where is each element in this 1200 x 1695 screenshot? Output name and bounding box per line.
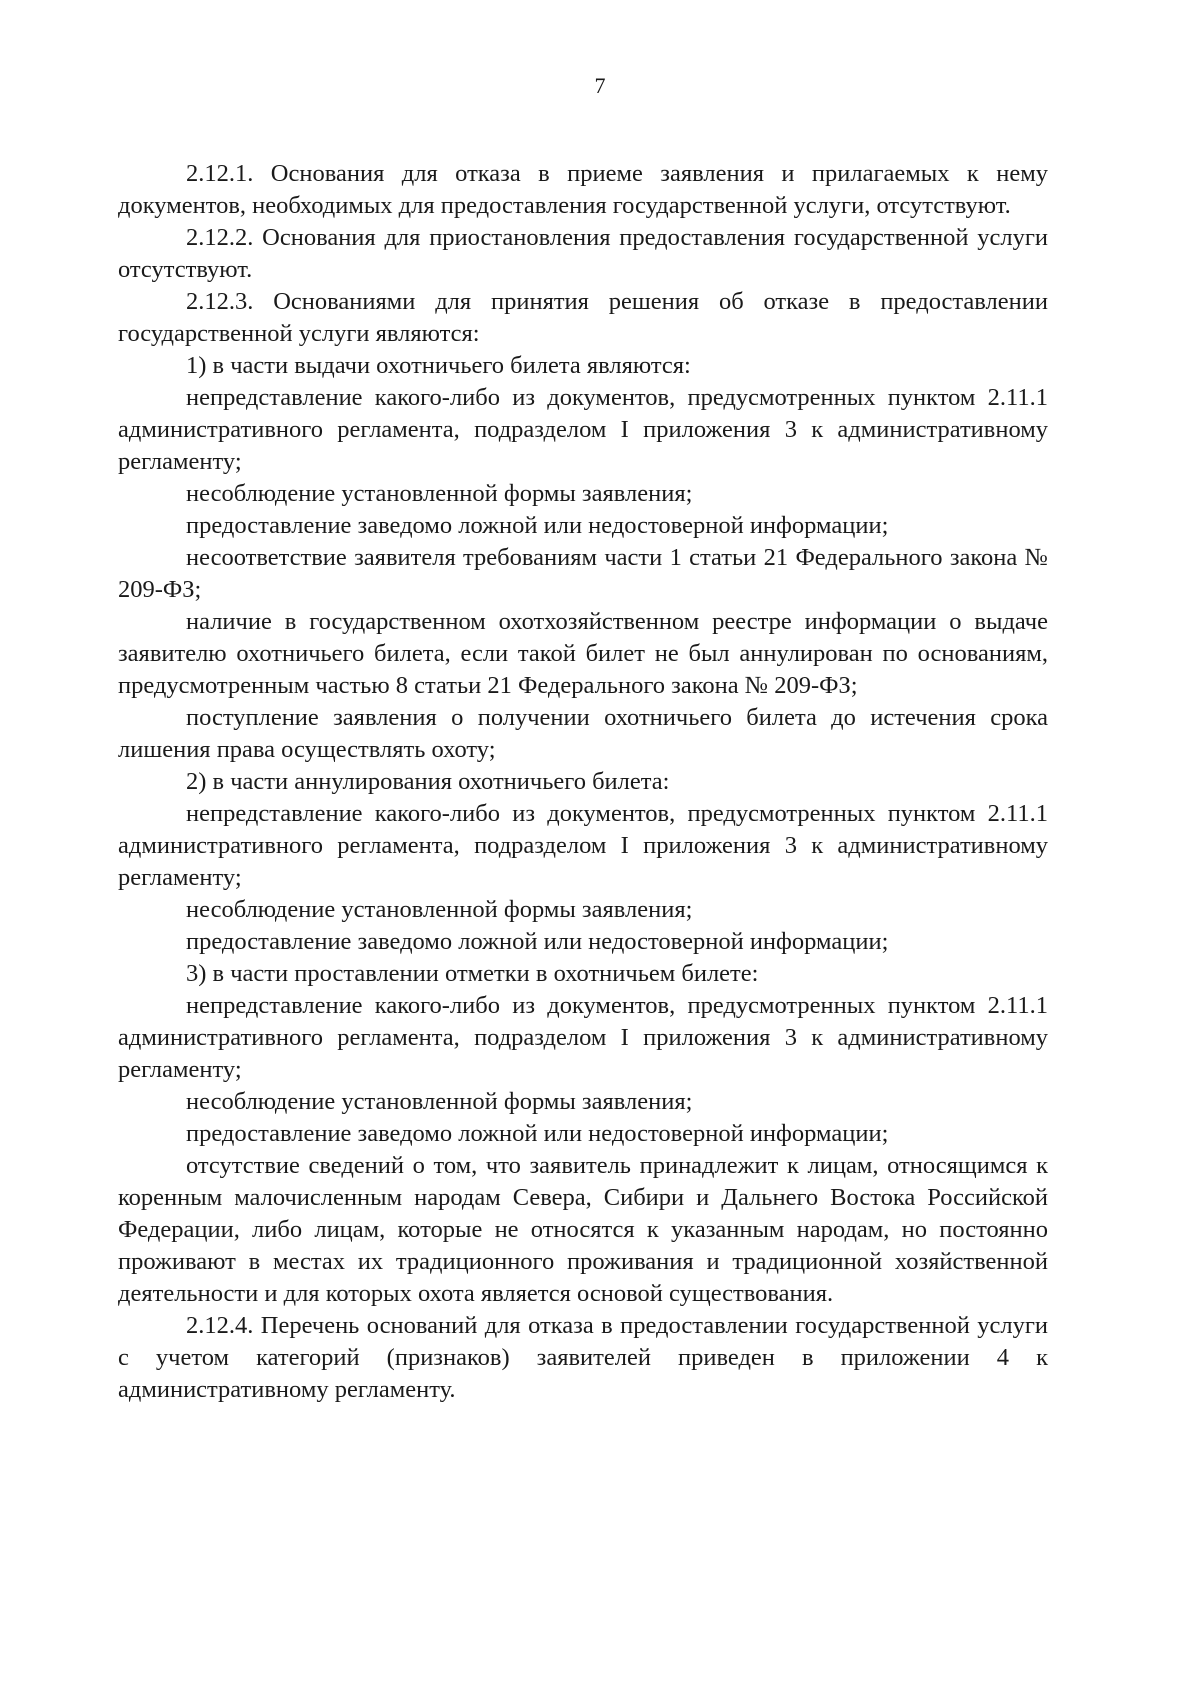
list-item: непредставление какого-либо из документов, предусмотренных пунктом 2.11.1 административного регламента, подразделом I приложения 3 к административному регламенту; bbox=[118, 384, 1048, 475]
list-item: несоблюдение установленной формы заявления; bbox=[186, 896, 693, 923]
list-item: предоставление заведомо ложной или недостоверной информации; bbox=[186, 928, 889, 955]
list-item: несоответствие заявителя требованиям части 1 статьи 21 Федерального закона № 209-ФЗ; bbox=[118, 544, 1048, 603]
paragraph-2-12-1: 2.12.1. Основания для отказа в приеме заявления и прилагаемых к нему документов, необходимых для предоставления государственной услуги, отсутствуют. bbox=[118, 160, 1048, 219]
list-item: непредставление какого-либо из документов, предусмотренных пунктом 2.11.1 административного регламента, подразделом I приложения 3 к административному регламенту; bbox=[118, 800, 1048, 891]
list-item: несоблюдение установленной формы заявления; bbox=[186, 480, 693, 507]
list-item: несоблюдение установленной формы заявления; bbox=[186, 1088, 693, 1115]
paragraph-2-12-2: 2.12.2. Основания для приостановления предоставления государственной услуги отсутствуют. bbox=[118, 224, 1048, 283]
list-item: непредставление какого-либо из документов, предусмотренных пунктом 2.11.1 административного регламента, подразделом I приложения 3 к административному регламенту; bbox=[118, 992, 1048, 1083]
list-item: отсутствие сведений о том, что заявитель принадлежит к лицам, относящимся к коренным малочисленным народам Севера, Сибири и Дальнего Востока Российской Федерации, либо лицам, которые не относятся к указанным народам, но постоянно проживают в местах их традиционного проживания и традиционной хозяйственной деятельности и для которых охота является основой существования. bbox=[118, 1152, 1048, 1307]
list-heading-hunting-ticket-annulment: 2) в части аннулирования охотничьего билета: bbox=[186, 768, 670, 795]
document-body bbox=[118, 158, 1048, 1406]
page-number: 7 bbox=[594, 73, 606, 98]
list-item: поступление заявления о получении охотничьего билета до истечения срока лишения права осуществлять охоту; bbox=[118, 704, 1048, 763]
list-heading-hunting-ticket-mark: 3) в части проставлении отметки в охотничьем билете: bbox=[186, 960, 759, 987]
paragraph-2-12-4: 2.12.4. Перечень оснований для отказа в предоставлении государственной услуги с учетом категорий (признаков) заявителей приведен в приложении 4 к административному регламенту. bbox=[118, 1312, 1048, 1403]
paragraph-2-12-3: 2.12.3. Основаниями для принятия решения об отказе в предоставлении государственной услуги являются: bbox=[118, 288, 1048, 347]
list-item: предоставление заведомо ложной или недостоверной информации; bbox=[186, 1120, 889, 1147]
list-item: предоставление заведомо ложной или недостоверной информации; bbox=[186, 512, 889, 539]
list-item: наличие в государственном охотхозяйственном реестре информации о выдаче заявителю охотничьего билета, если такой билет не был аннулирован по основаниям, предусмотренным частью 8 статьи 21 Федерального закона № 209-ФЗ; bbox=[118, 608, 1048, 699]
list-heading-hunting-ticket-issue: 1) в части выдачи охотничьего билета являются: bbox=[186, 352, 691, 379]
